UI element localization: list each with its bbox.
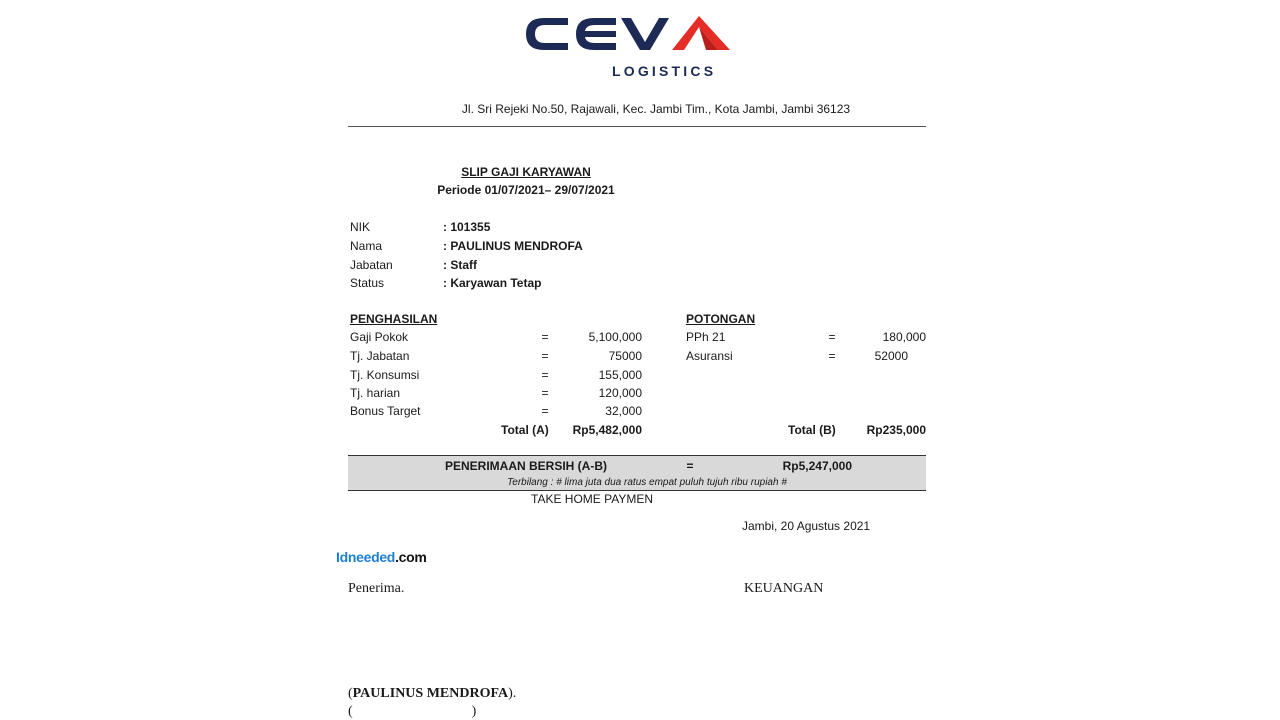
deduction-amount: 180,000 [882, 330, 926, 344]
slip-title: SLIP GAJI KARYAWAN [461, 165, 591, 179]
income-eq: = [541, 368, 549, 382]
deduction-eq: = [828, 330, 836, 344]
deductions-heading: POTONGAN [686, 312, 756, 326]
logo-subtext: LOGISTICS [612, 63, 717, 79]
income-heading: PENGHASILAN [350, 312, 438, 326]
income-amount: 120,000 [598, 386, 642, 400]
header-divider [348, 126, 926, 127]
terbilang-text: Terbilang : # lima juta dua ratus empat puluh tujuh ribu rupiah # [507, 477, 787, 488]
deduction-eq: = [828, 349, 836, 363]
receiver-label: Penerima. [348, 581, 405, 596]
paren-close: ). [508, 686, 517, 701]
income-total-label: Total (A) [501, 423, 549, 437]
nik-value: : 101355 [443, 220, 491, 234]
income-amount: 155,000 [598, 368, 642, 382]
watermark [336, 549, 427, 565]
deduction-label: Asuransi [686, 349, 733, 363]
name-value: : PAULINUS MENDROFA [443, 239, 583, 253]
deduction-label: PPh 21 [686, 330, 726, 344]
slip-period: Periode 01/07/2021– 29/07/2021 [437, 183, 615, 197]
receiver-signature-name [348, 686, 516, 702]
watermark-part2: .com [395, 549, 427, 565]
status-value: : Karyawan Tetap [443, 276, 542, 290]
income-total-amount: Rp5,482,000 [572, 423, 642, 437]
income-amount: 32,000 [605, 404, 642, 418]
position-label: Jabatan [350, 258, 393, 272]
paren-open: ( [348, 686, 353, 701]
income-label: Tj. harian [350, 386, 401, 400]
finance-signature-blank: ( ) [348, 704, 477, 719]
place-date: Jambi, 20 Agustus 2021 [742, 519, 871, 533]
receiver-name: PAULINUS MENDROFA [352, 686, 509, 701]
income-eq: = [541, 330, 549, 344]
watermark-part1: Idneeded [336, 549, 396, 565]
net-pay-label: PENERIMAAN BERSIH (A-B) [445, 459, 607, 473]
take-home-pay-text: TAKE HOME PAYMEN [531, 492, 654, 506]
status-label: Status [350, 276, 385, 290]
name-label: Nama [350, 239, 383, 253]
deduction-total-amount: Rp235,000 [866, 423, 926, 437]
income-amount: 5,100,000 [588, 330, 642, 344]
income-label: Tj. Konsumsi [350, 368, 420, 382]
income-amount: 75000 [608, 349, 642, 363]
finance-label: KEUANGAN [744, 581, 824, 596]
nik-label: NIK [350, 220, 371, 234]
net-pay-amount: Rp5,247,000 [782, 459, 852, 473]
income-eq: = [541, 349, 549, 363]
income-eq: = [541, 386, 549, 400]
income-eq: = [541, 404, 549, 418]
income-label: Bonus Target [350, 404, 421, 418]
company-address: Jl. Sri Rejeki No.50, Rajawali, Kec. Jambi Tim., Kota Jambi, Jambi 36123 [461, 102, 851, 116]
deduction-total-label: Total (B) [788, 423, 836, 437]
income-label: Tj. Jabatan [350, 349, 410, 363]
net-pay-eq: = [686, 459, 694, 473]
position-value: : Staff [443, 258, 477, 272]
deduction-amount: 52000 [874, 349, 908, 363]
income-label: Gaji Pokok [350, 330, 409, 344]
